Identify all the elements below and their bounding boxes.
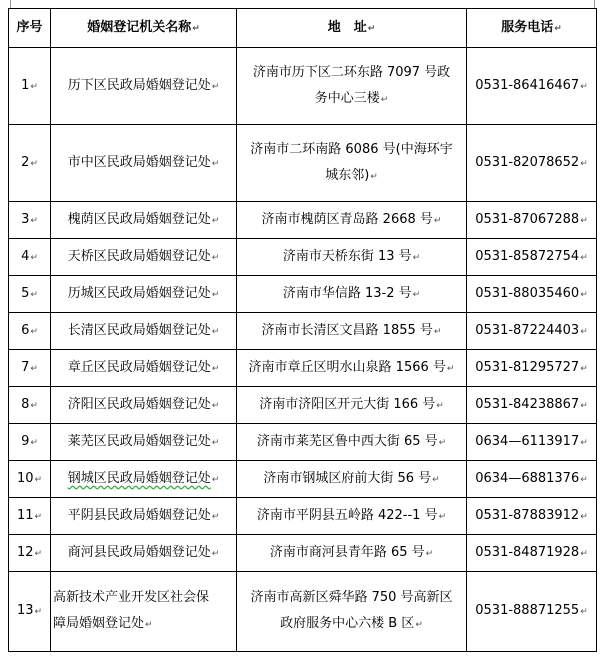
table-row [9,350,597,387]
row-number: 7↵ [9,350,51,387]
row-number: 2↵ [9,125,51,202]
office-name: 天桥区民政局婚姻登记处↵ [51,239,237,276]
office-address: 济南市章丘区明水山泉路 1566 号↵ [237,350,467,387]
row-number: 8↵ [9,387,51,424]
row-number: 1↵ [9,48,51,125]
office-phone: 0531-82078652↵ [467,125,597,202]
office-address: 济南市二环南路 6086 号(中海环宇 城东邻)↵ [237,125,467,202]
office-address: 济南市莱芜区鲁中西大街 65 号↵ [237,424,467,461]
table-header-row [9,9,597,48]
table-row [9,572,597,652]
table-row [9,498,597,535]
row-number: 11↵ [9,498,51,535]
table-corner-mark-right [594,0,601,8]
office-name: 莱芜区民政局婚姻登记处↵ [51,424,237,461]
marriage-registry-table [8,8,597,652]
office-name: 槐荫区民政局婚姻登记处↵ [51,202,237,239]
row-number: 10↵ [9,461,51,498]
table-row [9,202,597,239]
header-phone: 服务电话↵ [467,9,597,48]
row-number: 13↵ [9,572,51,652]
office-phone: 0531-86416467↵ [467,48,597,125]
office-phone: 0531-84871928↵ [467,535,597,572]
office-name: 钢城区民政局婚姻登记处↵ [51,461,237,498]
office-phone: 0634—6113917↵ [467,424,597,461]
table-row [9,276,597,313]
table-row [9,125,597,202]
office-phone: 0634—6881376↵ [467,461,597,498]
table-corner-mark-left [4,0,11,8]
office-address: 济南市济阳区开元大街 166 号↵ [237,387,467,424]
office-phone: 0531-85872754↵ [467,239,597,276]
office-address: 济南市槐荫区青岛路 2668 号↵ [237,202,467,239]
table-row [9,239,597,276]
office-address: 济南市高新区舜华路 750 号高新区 政府服务中心六楼 B 区↵ [237,572,467,652]
row-number: 5↵ [9,276,51,313]
header-name: 婚姻登记机关名称↵ [51,9,237,48]
table-row [9,535,597,572]
office-phone: 0531-88035460↵ [467,276,597,313]
office-phone: 0531-87883912↵ [467,498,597,535]
office-name: 济阳区民政局婚姻登记处↵ [51,387,237,424]
office-phone: 0531-84238867↵ [467,387,597,424]
row-number: 3↵ [9,202,51,239]
office-name: 历城区民政局婚姻登记处↵ [51,276,237,313]
row-number: 4↵ [9,239,51,276]
office-name: 平阴县民政局婚姻登记处↵ [51,498,237,535]
office-address: 济南市华信路 13-2 号↵ [237,276,467,313]
office-name: 商河县民政局婚姻登记处↵ [51,535,237,572]
office-address: 济南市平阴县五岭路 422--1 号↵ [237,498,467,535]
office-name: 长清区民政局婚姻登记处↵ [51,313,237,350]
office-phone: 0531-87224403↵ [467,313,597,350]
table-body [9,48,597,652]
table-row [9,313,597,350]
office-name: 章丘区民政局婚姻登记处↵ [51,350,237,387]
header-address: 地 址↵ [237,9,467,48]
table-row [9,424,597,461]
table-row [9,387,597,424]
row-number: 6↵ [9,313,51,350]
office-address: 济南市长清区文昌路 1855 号↵ [237,313,467,350]
header-no: 序号 [9,9,51,48]
office-address: 济南市历下区二环东路 7097 号政 务中心三楼↵ [237,48,467,125]
office-address: 济南市钢城区府前大街 56 号↵ [237,461,467,498]
row-number: 9↵ [9,424,51,461]
office-phone: 0531-81295727↵ [467,350,597,387]
office-name: 高新技术产业开发区社会保 障局婚姻登记处↵ [51,572,237,652]
office-name: 历下区民政局婚姻登记处↵ [51,48,237,125]
table-row [9,461,597,498]
row-number: 12↵ [9,535,51,572]
office-address: 济南市商河县青年路 65 号↵ [237,535,467,572]
office-phone: 0531-87067288↵ [467,202,597,239]
office-name: 市中区民政局婚姻登记处↵ [51,125,237,202]
office-phone: 0531-88871255↵ [467,572,597,652]
table-row [9,48,597,125]
office-address: 济南市天桥东街 13 号↵ [237,239,467,276]
